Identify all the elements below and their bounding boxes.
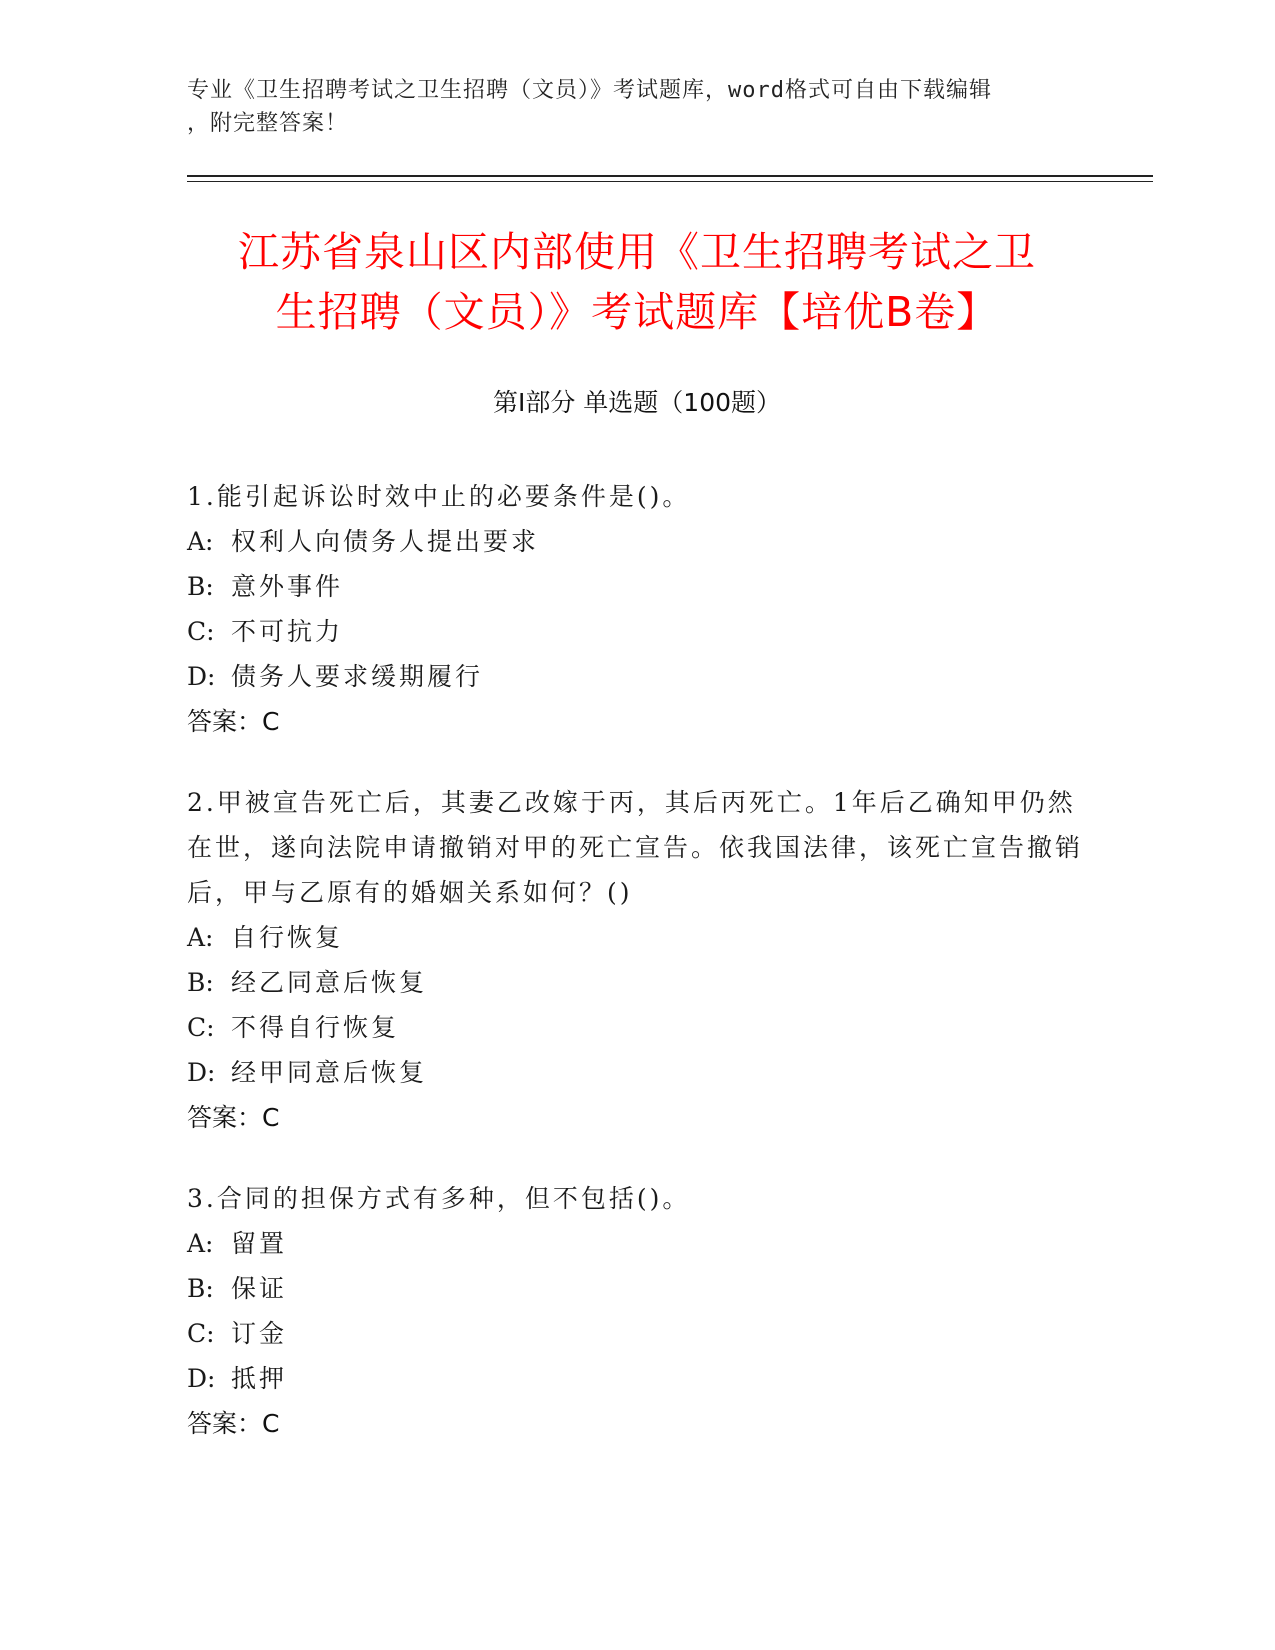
option-letter: D: bbox=[187, 1364, 216, 1393]
option-d bbox=[187, 1050, 1087, 1095]
option-c bbox=[187, 1311, 1087, 1356]
document-title bbox=[187, 222, 1087, 342]
option-text: 权利人向债务人提出要求 bbox=[231, 527, 540, 556]
option-b bbox=[187, 1266, 1087, 1311]
option-letter: A: bbox=[187, 923, 214, 952]
option-text: 意外事件 bbox=[231, 572, 344, 601]
option-b bbox=[187, 564, 1087, 609]
question-2 bbox=[187, 780, 1087, 1140]
document-title-line-2: 生招聘（文员）》考试题库【培优B卷】 bbox=[275, 288, 999, 336]
question-stem: 2.甲被宣告死亡后，其妻乙改嫁于丙，其后丙死亡。1年后乙确知甲仍然在世，遂向法院申请撤销对甲的死亡宣告。依我国法律，该死亡宣告撤销后，甲与乙原有的婚姻关系如何？() bbox=[187, 788, 1084, 907]
answer-line: 答案：C bbox=[187, 1409, 280, 1438]
option-text: 自行恢复 bbox=[231, 923, 344, 952]
question-stem: 3.合同的担保方式有多种，但不包括()。 bbox=[187, 1184, 691, 1213]
option-text: 债务人要求缓期履行 bbox=[231, 662, 484, 691]
option-d bbox=[187, 654, 1087, 699]
question-3 bbox=[187, 1176, 1087, 1446]
option-text: 抵押 bbox=[231, 1364, 288, 1393]
header-divider-thin bbox=[187, 181, 1153, 182]
option-letter: C: bbox=[187, 1319, 215, 1348]
question-list bbox=[187, 474, 1087, 1482]
option-letter: A: bbox=[187, 527, 214, 556]
section-title: 第Ⅰ部分 单选题（100题） bbox=[492, 388, 782, 417]
option-a bbox=[187, 519, 1087, 564]
document-title-line-1: 江苏省泉山区内部使用《卫生招聘考试之卫 bbox=[238, 228, 1036, 276]
option-text: 不可抗力 bbox=[231, 617, 344, 646]
option-letter: B: bbox=[187, 572, 214, 601]
answer-line: 答案：C bbox=[187, 707, 280, 736]
header-divider-thick bbox=[187, 175, 1153, 177]
option-text: 不得自行恢复 bbox=[231, 1013, 400, 1042]
option-text: 保证 bbox=[231, 1274, 288, 1303]
header-note-line-2: ，附完整答案！ bbox=[187, 111, 349, 136]
option-letter: B: bbox=[187, 968, 214, 997]
question-stem: 1.能引起诉讼时效中止的必要条件是()。 bbox=[187, 482, 691, 511]
answer-line: 答案：C bbox=[187, 1103, 280, 1132]
option-a bbox=[187, 1221, 1087, 1266]
question-1 bbox=[187, 474, 1087, 744]
option-letter: D: bbox=[187, 1058, 216, 1087]
option-b bbox=[187, 960, 1087, 1005]
option-c bbox=[187, 1005, 1087, 1050]
option-text: 订金 bbox=[231, 1319, 288, 1348]
option-letter: B: bbox=[187, 1274, 214, 1303]
option-letter: C: bbox=[187, 617, 215, 646]
option-text: 留置 bbox=[231, 1229, 288, 1258]
option-text: 经乙同意后恢复 bbox=[231, 968, 428, 997]
header-note-line-1: 专业《卫生招聘考试之卫生招聘（文员）》考试题库，word格式可自由下载编辑 bbox=[187, 78, 992, 103]
option-letter: A: bbox=[187, 1229, 214, 1258]
option-text: 经甲同意后恢复 bbox=[231, 1058, 428, 1087]
option-a bbox=[187, 915, 1087, 960]
option-d bbox=[187, 1356, 1087, 1401]
option-letter: C: bbox=[187, 1013, 215, 1042]
option-letter: D: bbox=[187, 662, 216, 691]
option-c bbox=[187, 609, 1087, 654]
header-note bbox=[187, 74, 1087, 140]
